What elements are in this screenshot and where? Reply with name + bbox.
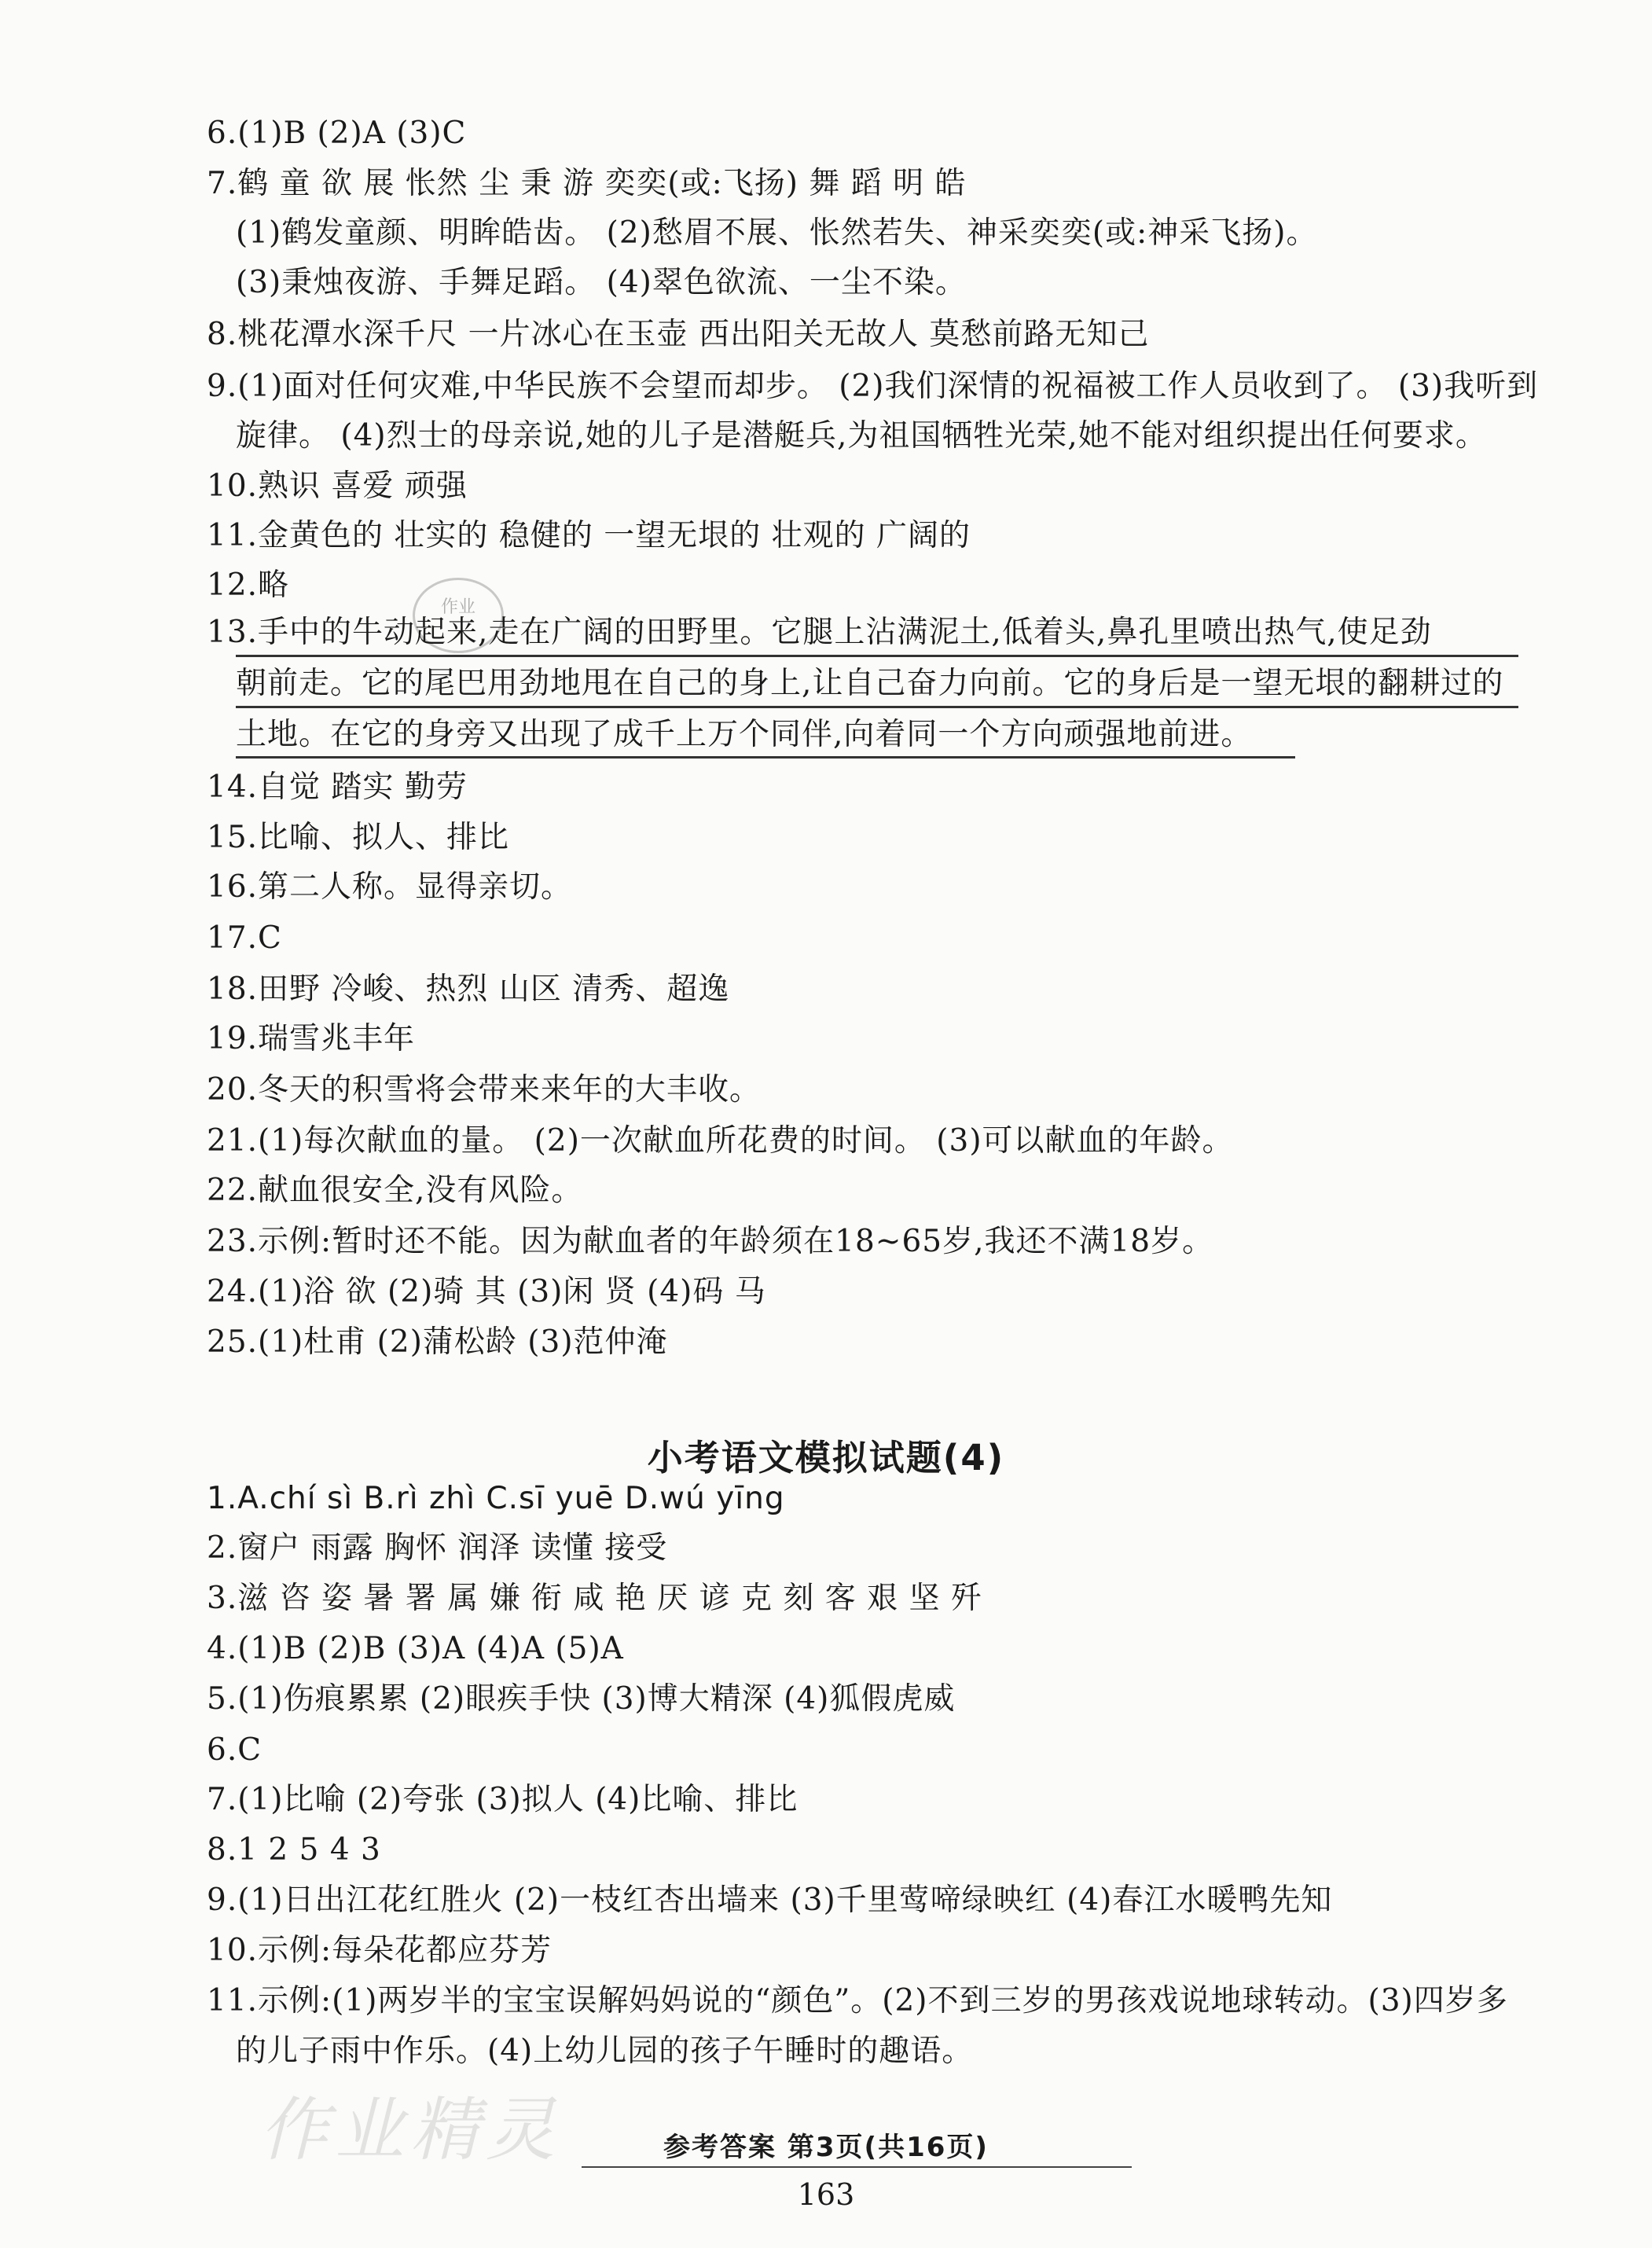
answer-8: 8.桃花潭水深千尺 一片冰心在玉壶 西出阳关无故人 莫愁前路无知己 [207, 317, 1150, 352]
section-answer-2: 2.窗户 雨露 胸怀 润泽 读懂 接受 [207, 1530, 668, 1566]
section-answer-11-line-2: 的儿子雨中作乐。(4)上幼儿园的孩子午睡时的趣语。 [236, 2033, 974, 2069]
section-answer-8: 8.1 2 5 4 3 [207, 1832, 381, 1868]
section-answer-6: 6.C [207, 1732, 262, 1768]
page-number: 163 [797, 2177, 855, 2212]
answer-22: 22.献血很安全,没有风险。 [207, 1173, 583, 1208]
answer-18: 18.田野 冷峻、热烈 山区 清秀、超逸 [207, 972, 730, 1007]
underline-3 [236, 756, 1295, 759]
section-answer-7: 7.(1)比喻 (2)夸张 (3)拟人 (4)比喻、排比 [207, 1782, 798, 1817]
answer-11: 11.金黄色的 壮实的 稳健的 一望无垠的 壮观的 广阔的 [207, 518, 971, 553]
answer-13-line-3: 土地。在它的身旁又出现了成千上万个同伴,向着同一个方向顽强地前进。 [236, 717, 1253, 752]
answer-20: 20.冬天的积雪将会带来来年的大丰收。 [207, 1072, 762, 1107]
section-answer-10: 10.示例:每朵花都应芬芳 [207, 1933, 553, 1968]
watermark: 作业精灵 [259, 2089, 562, 2170]
section-answer-3: 3.滋 咨 姿 暑 署 属 嫌 衔 咸 艳 厌 谚 克 刻 客 艰 坚 歼 [207, 1581, 982, 1616]
answer-13-line-1: 13.手中的牛动起来,走在广阔的田野里。它腿上沾满泥土,低着头,鼻孔里喷出热气,使足劲 [207, 615, 1432, 650]
answer-17: 17.C [207, 920, 282, 956]
answer-7-sub-1: (1)鹤发童颜、明眸皓齿。 (2)愁眉不展、怅然若失、神采奕奕(或:神采飞扬)。 [236, 215, 1318, 251]
answer-6: 6.(1)B (2)A (3)C [207, 116, 467, 151]
section-answer-11-line-1: 11.示例:(1)两岁半的宝宝误解妈妈说的“颜色”。(2)不到三岁的男孩戏说地球转动。(3)四岁多 [207, 1983, 1508, 2018]
answer-19: 19.瑞雪兆丰年 [207, 1021, 416, 1056]
underline-2 [236, 706, 1518, 708]
answer-16: 16.第二人称。显得亲切。 [207, 869, 573, 905]
answer-9-line-2: 旋律。 (4)烈士的母亲说,她的儿子是潜艇兵,为祖国牺牲光荣,她不能对组织提出任何要求。 [236, 418, 1487, 454]
section-answer-5: 5.(1)伤痕累累 (2)眼疾手快 (3)博大精深 (4)狐假虎威 [207, 1681, 956, 1717]
underline-1 [236, 655, 1518, 657]
answer-9-line-1: 9.(1)面对任何灾难,中华民族不会望而却步。 (2)我们深情的祝福被工作人员收到了。 (3)我听到 [207, 369, 1539, 404]
section-title: 小考语文模拟试题(4) [647, 1437, 1005, 1478]
section-answer-4: 4.(1)B (2)B (3)A (4)A (5)A [207, 1631, 624, 1666]
answer-10: 10.熟识 喜爱 顽强 [207, 468, 468, 504]
section-answer-9: 9.(1)日出江花红胜火 (2)一枝红杏出墙来 (3)千里莺啼绿映红 (4)春江水暖鸭先知 [207, 1883, 1333, 1918]
answer-14: 14.自觉 踏实 勤劳 [207, 770, 468, 805]
answer-23: 23.示例:暂时还不能。因为献血者的年龄须在18~65岁,我还不满18岁。 [207, 1224, 1214, 1259]
page-footer: 参考答案 第3页(共16页) [663, 2132, 989, 2163]
answer-13-line-2: 朝前走。它的尾巴用劲地甩在自己的身上,让自己奋力向前。它的身后是一望无垠的翻耕过的 [236, 666, 1504, 701]
answer-7: 7.鹤 童 欲 展 怅然 尘 秉 游 奕奕(或:飞扬) 舞 蹈 明 皓 [207, 166, 967, 201]
homework-stamp: 作业 [413, 578, 504, 653]
answer-15: 15.比喻、拟人、排比 [207, 820, 510, 855]
section-answer-1: 1.A.chí sì B.rì zhì C.sī yuē D.wú yīng [207, 1481, 785, 1516]
answer-25: 25.(1)杜甫 (2)蒲松龄 (3)范仲淹 [207, 1324, 668, 1360]
answer-7-sub-2: (3)秉烛夜游、手舞足蹈。 (4)翠色欲流、一尘不染。 [236, 265, 967, 300]
answer-24: 24.(1)浴 欲 (2)骑 其 (3)闲 贤 (4)码 马 [207, 1274, 766, 1309]
footer-rule [582, 2166, 1132, 2168]
answer-21: 21.(1)每次献血的量。 (2)一次献血所花费的时间。 (3)可以献血的年龄。 [207, 1123, 1234, 1159]
answer-12: 12.略 [207, 568, 290, 603]
